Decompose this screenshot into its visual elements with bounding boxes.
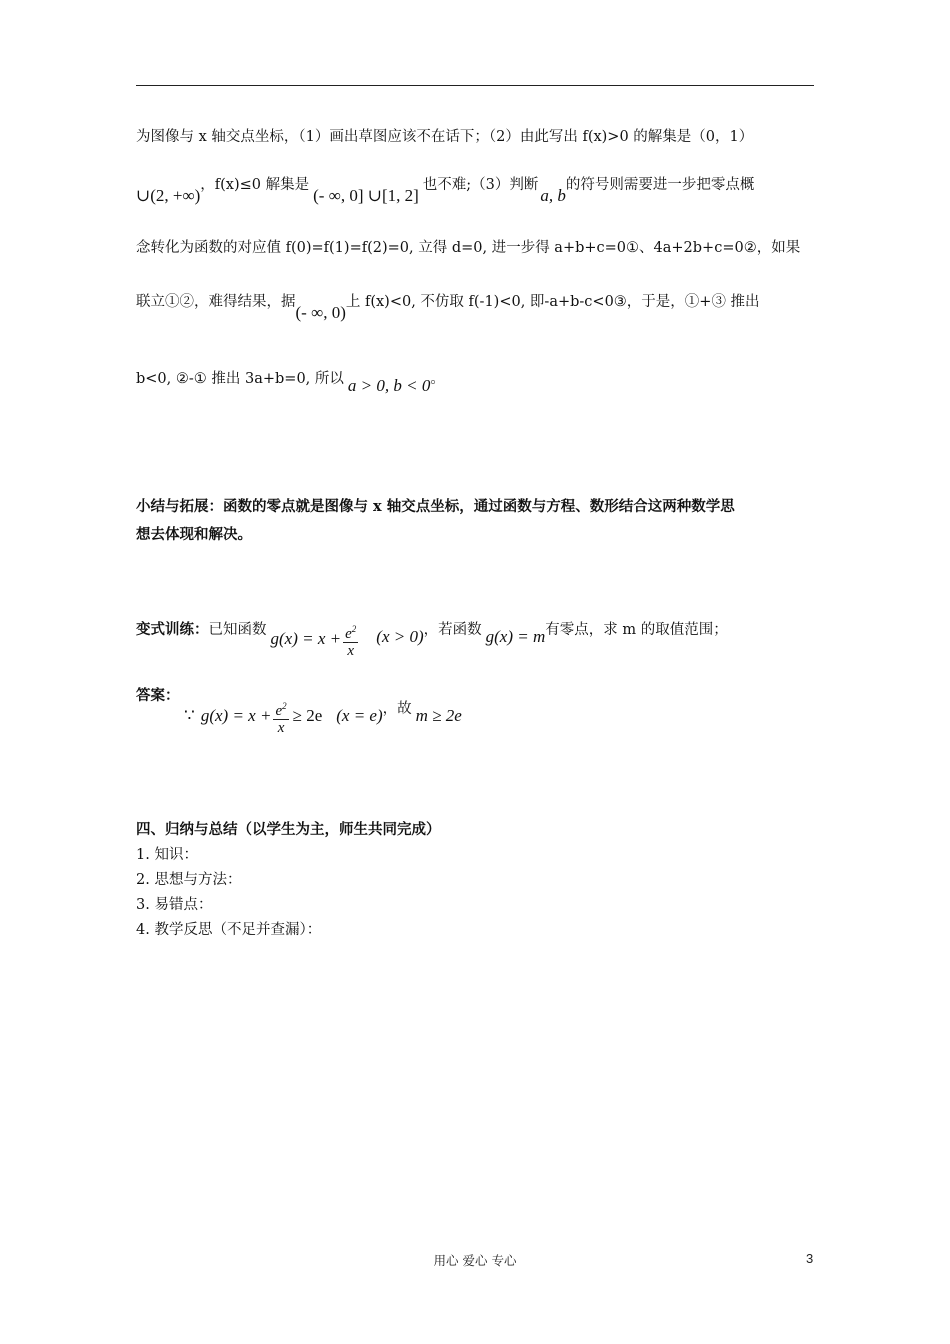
para-line-5-period: 。 <box>430 371 445 387</box>
variant-line <box>136 611 728 659</box>
header-rule <box>136 85 814 86</box>
summary-line-2: 想去体现和解决。 <box>136 526 252 543</box>
variant-frac-sup: 2 <box>351 624 357 634</box>
answer-frac-den: x <box>277 720 285 736</box>
para-line-4-text-a: 联立①②，难得结果，据 <box>136 294 296 310</box>
para-line-4-text-b: 上 f(x)<0, 不仿取 f(-1)<0, 即-a+b-c<0③，于是，①+③ 推出 <box>345 294 760 310</box>
section-4-item: 1. 知识： <box>136 847 198 863</box>
para-line-1: 为图像与 x 轴交点坐标，（1）画出草图应该不在话下；（2）由此写出 f(x)>0 的解集是（0，1） <box>136 129 754 145</box>
math-interval-1: ∪(2, +∞) <box>136 186 201 205</box>
math-conclusion: a > 0, b < 0 <box>347 376 431 395</box>
answer-fraction <box>273 698 288 736</box>
math-interval-3: (- ∞, 0) <box>295 303 346 322</box>
variant-label: 变式训练： <box>136 621 209 638</box>
variant-text-2: ，若函数 <box>423 622 482 638</box>
section-4-item: 2. 思想与方法： <box>136 872 242 888</box>
answer-result: m ≥ 2e <box>415 706 462 725</box>
footer-motto: 用心 爱心 专心 <box>433 1253 517 1268</box>
para-line-4 <box>136 291 760 322</box>
variant-g-expr: g(x) = x + <box>270 629 342 648</box>
answer-frac-sup: 2 <box>282 701 287 711</box>
variant-text-3: 有零点，求 m 的取值范围； <box>545 622 728 638</box>
answer-label: 答案： <box>136 687 180 704</box>
answer-expr <box>184 690 462 736</box>
para-line-2 <box>136 177 755 205</box>
variant-text-1: 已知函数 <box>208 622 267 638</box>
answer-g-expr: g(x) = x + <box>200 706 272 725</box>
page-number: 3 <box>806 1251 814 1266</box>
para-line-5 <box>136 368 445 395</box>
answer-frac-num: e <box>275 703 283 719</box>
math-interval-2: (- ∞, 0] ∪[1, 2] <box>313 186 419 205</box>
para-line-2-text-b: 也不难;（3）判断 <box>422 177 539 193</box>
answer-condition: (x = e) <box>336 706 383 725</box>
summary-line-1: 小结与拓展：函数的零点就是图像与 x 轴交点坐标，通过函数与方程、数形结合这两种数学思 <box>136 498 735 515</box>
section-4-item: 3. 易错点： <box>136 897 213 913</box>
answer-line <box>136 686 180 706</box>
para-line-3: 念转化为函数的对应值 f(0)=f(1)=f(2)=0, 立得 d=0, 进一步得 a+b+c=0①、4a+2b+c=0②，如果 <box>136 240 801 256</box>
section-4-title: 四、归纳与总结（以学生为主，师生共同完成） <box>136 821 441 838</box>
para-line-5-text: b<0, ②-① 推出 3a+b=0, 所以 <box>136 371 344 387</box>
because-symbol: ∵ <box>184 706 195 725</box>
math-ab: a, b <box>540 186 566 205</box>
para-line-2-text-c: 的符号则需要进一步把零点概 <box>565 177 755 193</box>
variant-gm-expr: g(x) = m <box>485 627 546 646</box>
section-4-item: 4. 教学反思（不足并查漏）： <box>136 922 322 938</box>
variant-condition: (x > 0) <box>376 627 424 646</box>
answer-inequality: ≥ 2e <box>292 706 323 725</box>
para-line-2-text-a: ，f(x)≤0 解集是 <box>200 177 310 193</box>
variant-fraction <box>343 621 358 659</box>
variant-frac-den: x <box>347 643 355 659</box>
variant-frac-num: e <box>345 626 352 642</box>
answer-text-2: ，故 <box>382 701 412 717</box>
